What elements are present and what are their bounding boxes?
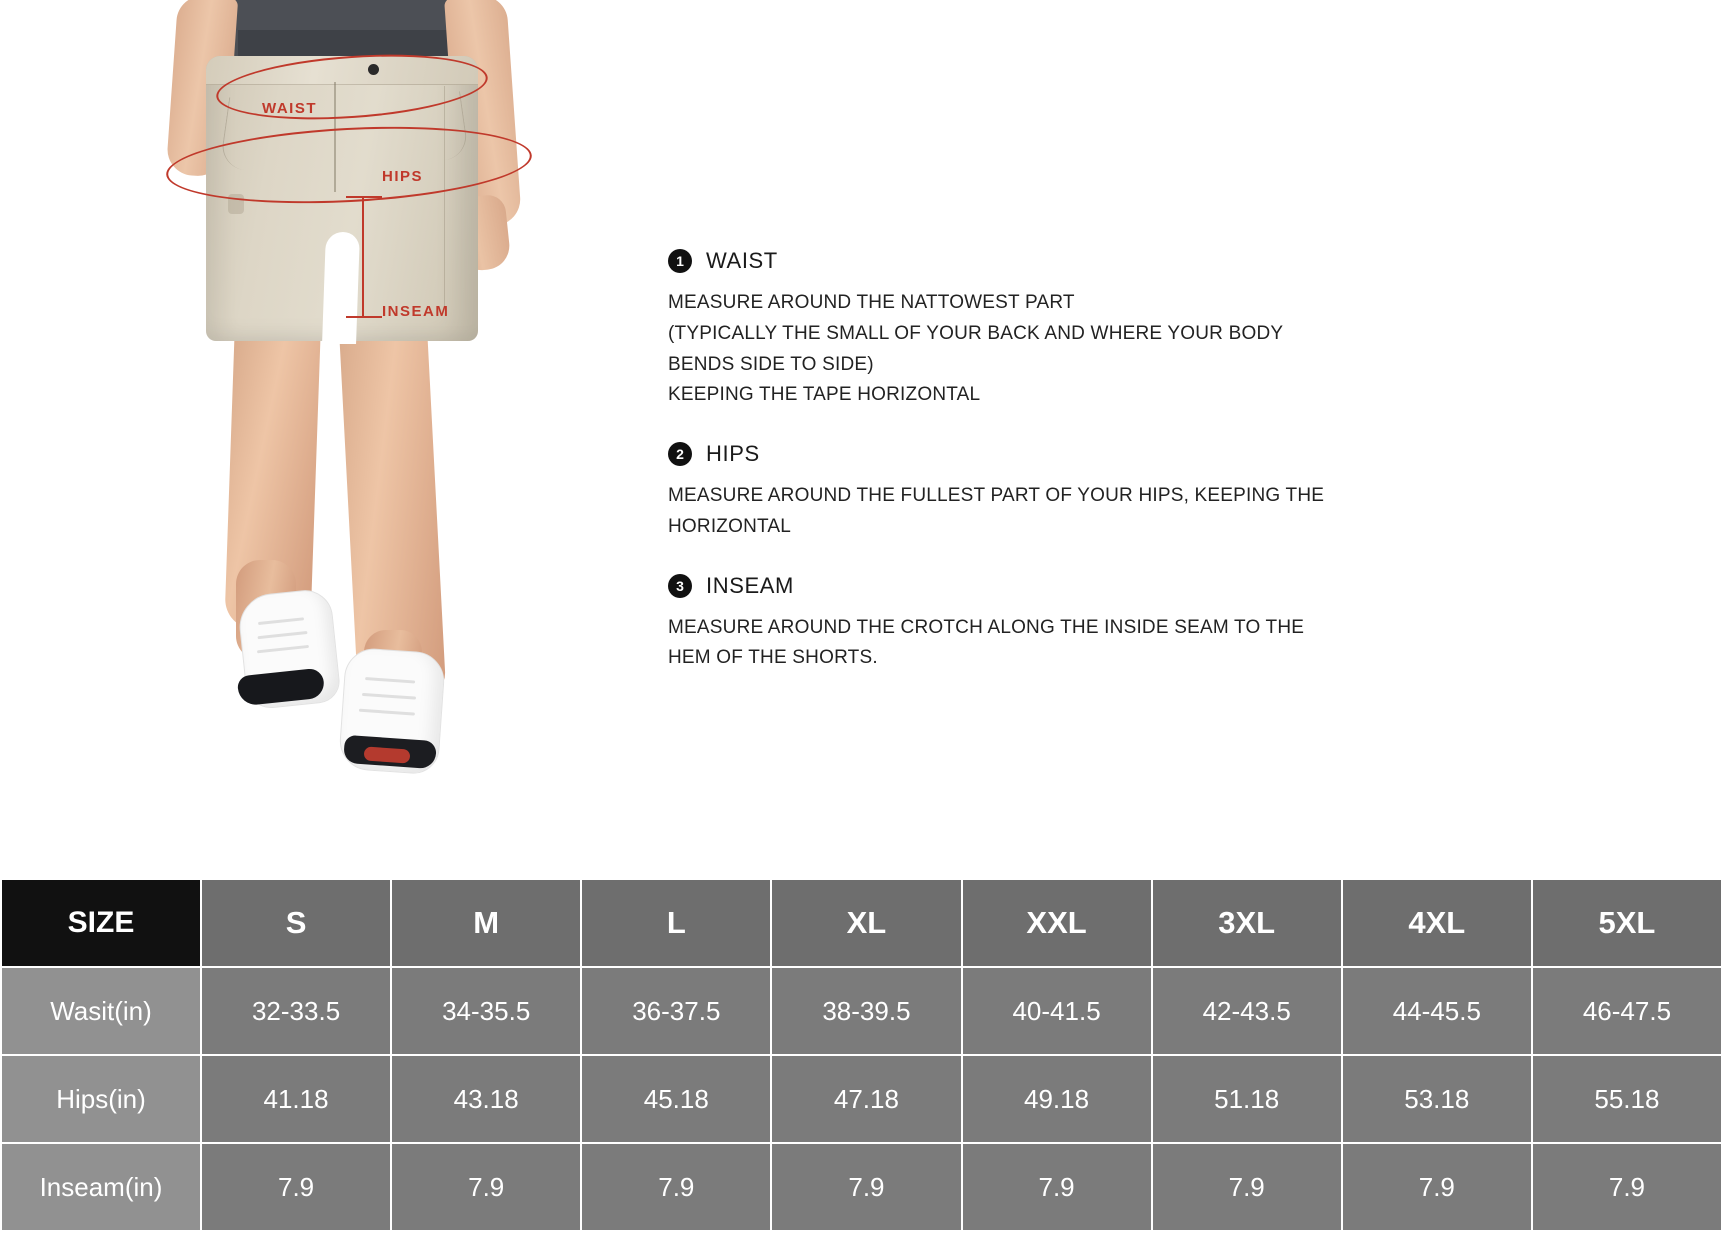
step-number-badge: 2 [668, 442, 692, 466]
instruction-title: HIPS [706, 441, 760, 467]
cell-hips-xxl: 49.18 [962, 1055, 1152, 1143]
instruction-heading [668, 248, 1618, 274]
cell-waist-xl: 38-39.5 [771, 967, 961, 1055]
shorts-side-seam [444, 86, 445, 306]
cell-hips-m: 43.18 [391, 1055, 581, 1143]
cell-inseam-m: 7.9 [391, 1143, 581, 1231]
instruction-title: WAIST [706, 248, 778, 273]
cell-waist-xxl: 40-41.5 [962, 967, 1152, 1055]
waist-measure-label: WAIST [262, 100, 317, 117]
instruction-block-waist [668, 248, 1618, 411]
table-row [1, 1055, 1722, 1143]
column-header-m: M [391, 879, 581, 967]
size-chart-table [0, 878, 1723, 1232]
inseam-measure-label: INSEAM [382, 303, 450, 320]
shorts-inner-gap [322, 232, 360, 344]
shoe-lace [362, 693, 416, 700]
row-label-hips: Hips(in) [1, 1055, 201, 1143]
column-header-s: S [201, 879, 391, 967]
table-corner-label: SIZE [1, 879, 201, 967]
instruction-line: (TYPICALLY THE SMALL OF YOUR BACK AND WHERE YOUR BODY [668, 322, 1284, 344]
instruction-heading [668, 441, 1618, 467]
inseam-measure-line [362, 196, 364, 316]
column-header-5xl: 5XL [1532, 879, 1722, 967]
cell-waist-m: 34-35.5 [391, 967, 581, 1055]
cell-inseam-3xl: 7.9 [1152, 1143, 1342, 1231]
product-figure [120, 0, 640, 880]
shoe-lace [257, 645, 309, 653]
hips-measure-label: HIPS [382, 168, 424, 185]
instruction-block-hips [668, 441, 1618, 543]
shoe-lace [359, 709, 415, 716]
instruction-line: MEASURE AROUND THE FULLEST PART OF YOUR HIPS, KEEPING THE [668, 485, 1325, 507]
column-header-4xl: 4XL [1342, 879, 1532, 967]
table-row [1, 1143, 1722, 1231]
cell-waist-4xl: 44-45.5 [1342, 967, 1532, 1055]
shoe-lace [365, 677, 415, 683]
cell-waist-5xl: 46-47.5 [1532, 967, 1722, 1055]
cell-inseam-4xl: 7.9 [1342, 1143, 1532, 1231]
shoe-lace [258, 617, 304, 625]
row-label-inseam: Inseam(in) [1, 1143, 201, 1231]
cell-inseam-xxl: 7.9 [962, 1143, 1152, 1231]
cell-hips-l: 45.18 [581, 1055, 771, 1143]
cell-hips-3xl: 51.18 [1152, 1055, 1342, 1143]
instruction-line: MEASURE AROUND THE CROTCH ALONG THE INSIDE SEAM TO THE [668, 616, 1305, 638]
cell-hips-xl: 47.18 [771, 1055, 961, 1143]
cell-hips-5xl: 55.18 [1532, 1055, 1722, 1143]
column-header-xl: XL [771, 879, 961, 967]
cell-waist-s: 32-33.5 [201, 967, 391, 1055]
cell-inseam-5xl: 7.9 [1532, 1143, 1722, 1231]
table-row [1, 967, 1722, 1055]
cell-waist-3xl: 42-43.5 [1152, 967, 1342, 1055]
instruction-title: INSEAM [706, 572, 794, 598]
shoe-lace [257, 631, 307, 639]
instruction-line: BENDS SIDE TO SIDE) [668, 353, 874, 375]
table-header-row [1, 879, 1722, 967]
inseam-tick-top [346, 196, 382, 198]
column-header-xxl: XXL [962, 879, 1152, 967]
inseam-tick-bottom [346, 316, 382, 318]
row-label-waist: Wasit(in) [1, 967, 201, 1055]
column-header-l: L [581, 879, 771, 967]
step-number-badge: 1 [668, 249, 692, 273]
instruction-line: HORIZONTAL [668, 515, 792, 537]
column-header-3xl: 3XL [1152, 879, 1342, 967]
cell-inseam-s: 7.9 [201, 1143, 391, 1231]
cell-hips-4xl: 53.18 [1342, 1055, 1532, 1143]
instruction-heading [668, 573, 1618, 599]
cell-inseam-l: 7.9 [581, 1143, 771, 1231]
instruction-block-inseam [668, 573, 1618, 675]
cell-waist-l: 36-37.5 [581, 967, 771, 1055]
instruction-line: MEASURE AROUND THE NATTOWEST PART [668, 292, 1075, 313]
step-number-badge: 3 [668, 574, 692, 598]
cell-hips-s: 41.18 [201, 1055, 391, 1143]
instruction-line: KEEPING THE TAPE HORIZONTAL [668, 384, 981, 406]
instruction-line: HEM OF THE SHORTS. [668, 647, 878, 669]
measurement-instructions [668, 248, 1618, 704]
cell-inseam-xl: 7.9 [771, 1143, 961, 1231]
